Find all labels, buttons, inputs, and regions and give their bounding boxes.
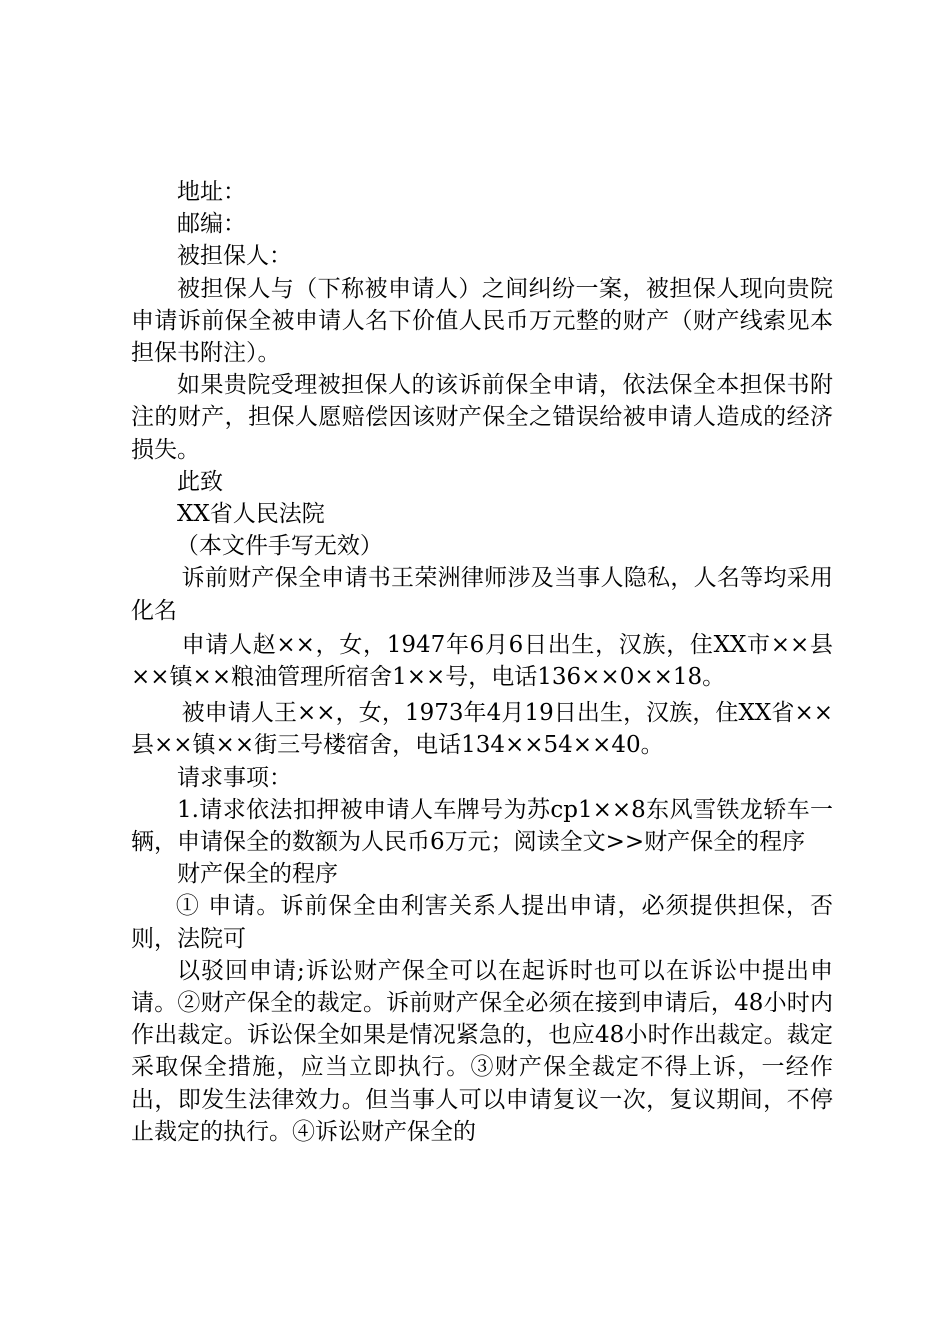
procedure-details-paragraph: 以驳回申请;诉讼财产保全可以在起诉时也可以在诉讼中提出申请。②财产保全的裁定。诉前财产保全必须在接到申请后，48小时内作出裁定。诉讼保全如果是情况紧急的，也应48小时作出裁定。裁定采取保全措施，应当立即执行。③财产保全裁定不得上诉，一经作出，即发生法律效力。但当事人可以申请复议一次，复议期间，不停止裁定的执行。④诉讼财产保全的 xyxy=(131,957,833,1145)
salutation-line: 此致 xyxy=(177,468,223,495)
procedure-heading: 财产保全的程序 xyxy=(177,861,338,888)
compensation-paragraph: 如果贵院受理被担保人的该诉前保全申请，依法保全本担保书附注的财产，担保人愿赔偿因该财产保全之错误给被申请人造成的经济损失。 xyxy=(131,372,833,463)
applicant-paragraph: 申请人赵××，女，1947年6月6日出生，汉族，住XX市××县××镇××粮油管理所宿舍1××号，电话136××0××18。 xyxy=(131,631,833,691)
postcode-line: 邮编： xyxy=(177,211,246,238)
procedure-step-1: ① 申请。诉前保全由利害关系人提出申请，必须提供担保，否则，法院可 xyxy=(131,893,833,952)
handwritten-invalid-note: （本文件手写无效） xyxy=(175,533,383,560)
guaranteed-party-line: 被担保人： xyxy=(177,243,292,270)
request-item-1: 1.请求依法扣押被申请人车牌号为苏cp1××8东风雪铁龙轿车一辆，申请保全的数额为人民币6万元；阅读全文>>财产保全的程序 xyxy=(131,796,833,856)
address-line: 地址： xyxy=(177,179,246,205)
request-heading: 请求事项： xyxy=(177,764,292,791)
respondent-paragraph: 被申请人王××，女，1973年4月19日出生，汉族，住XX省××县××镇××街三号楼宿舍，电话134××54××40。 xyxy=(131,700,833,759)
court-name-line: XX省人民法院 xyxy=(177,501,325,528)
document-body xyxy=(131,176,833,1148)
dispute-paragraph: 被担保人与（下称被申请人）之间纠纷一案，被担保人现向贵院申请诉前保全被申请人名下价值人民币万元整的财产（财产线索见本担保书附注）。 xyxy=(131,275,833,367)
application-title-paragraph: 诉前财产保全申请书王荣洲律师涉及当事人隐私，人名等均采用化名 xyxy=(131,565,833,624)
